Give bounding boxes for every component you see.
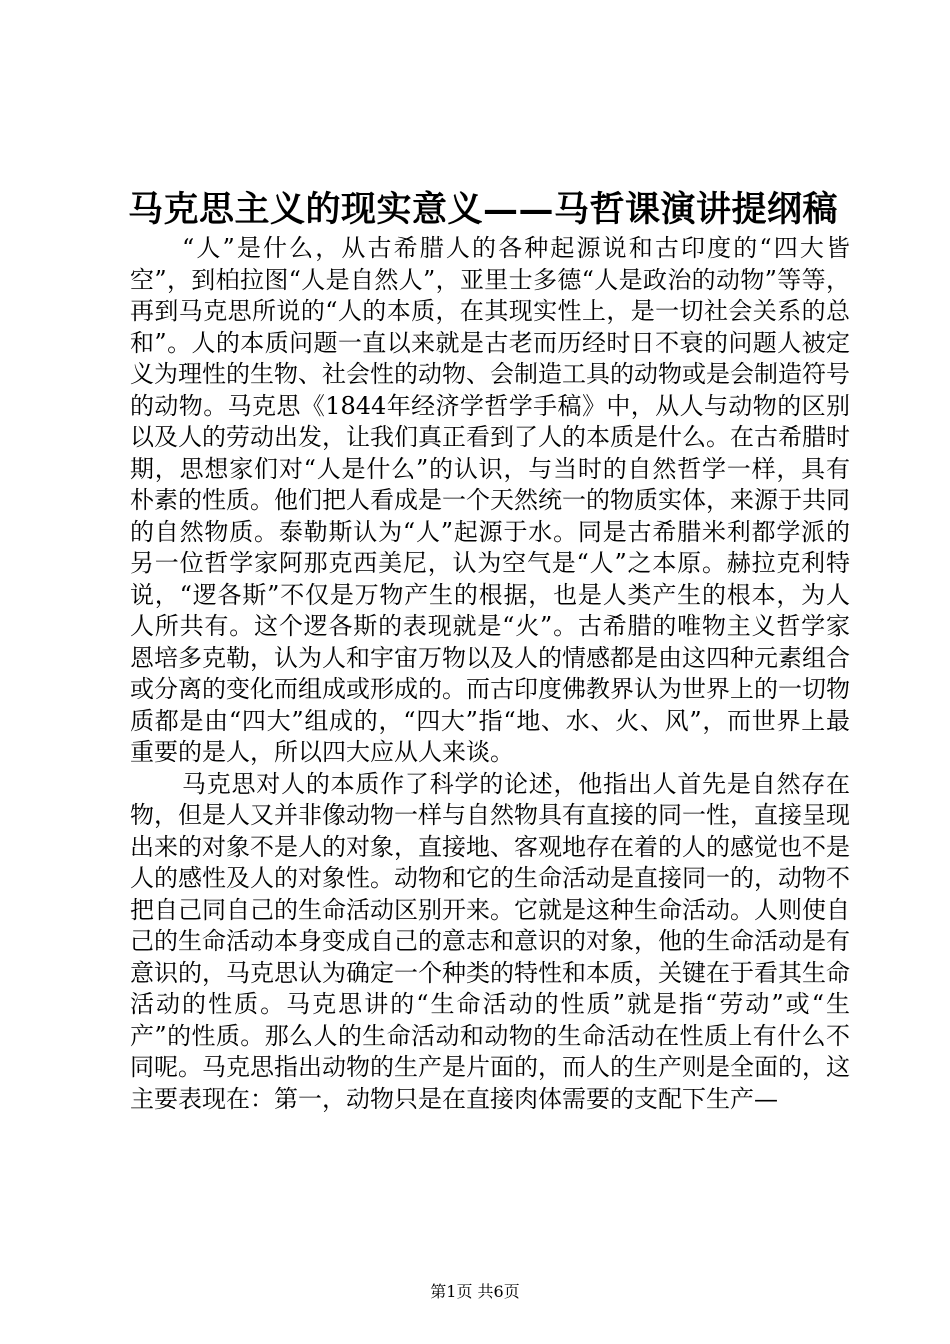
document-body xyxy=(130,233,850,1115)
paragraph-2: 马克思对人的本质作了科学的论述，他指出人首先是自然存在物，但是人又并非像动物一样与自然物具有直接的同一性，直接呈现出来的对象不是人的对象，直接地、客观地存在着的人的感觉也不是人的感性及人的对象性。动物和它的生命活动是直接同一的，动物不把自己同自己的生命活动区别开来。它就是这种生命活动。人则使自己的生命活动本身变成自己的意志和意识的对象，他的生命活动是有意识的，马克思认为确定一个种类的特性和本质，关键在于看其生命活动的性质。马克思讲的“生命活动的性质”就是指“劳动”或“生产”的性质。那么人的生命活动和动物的生命活动在性质上有什么不同呢。马克思指出动物的生产是片面的，而人的生产则是全面的，这主要表现在：第一，动物只是在直接肉体需要的支配下生产— xyxy=(130,769,850,1113)
document-title: 马克思主义的现实意义——马哲课演讲提纲稿 xyxy=(128,189,839,230)
paragraph-1: “人”是什么，从古希腊人的各种起源说和古印度的“四大皆空”，到柏拉图“人是自然人”，亚里士多德“人是政治的动物”等等，再到马克思所说的“人的本质，在其现实性上，是一切社会关系的总和”。人的本质问题一直以来就是古老而历经时日不衰的问题人被定义为理性的生物、社会性的动物、会制造工具的动物或是会制造符号的动物。马克思《1844年经济学哲学手稿》中，从人与动物的区别以及人的劳动出发，让我们真正看到了人的本质是什么。在古希腊时期，思想家们对“人是什么”的认识，与当时的自然哲学一样，具有朴素的性质。他们把人看成是一个天然统一的物质实体，来源于共同的自然物质。泰勒斯认为“人”起源于水。同是古希腊米利都学派的另一位哲学家阿那克西美尼，认为空气是“人”之本原。赫拉克利特说，“逻各斯”不仅是万物产生的根据，也是人类产生的根本，为人人所共有。这个逻各斯的表现就是“火”。古希腊的唯物主义哲学家恩培多克勒，认为人和宇宙万物以及人的情感都是由这四种元素组合或分离的变化而组成或形成的。而古印度佛教界认为世界上的一切物质都是由“四大”组成的，“四大”指“地、水、火、风”，而世界上最重要的是人，所以四大应从人来谈。 xyxy=(130,234,850,766)
page-number-footer: 第1页 共6页 xyxy=(430,1282,520,1301)
